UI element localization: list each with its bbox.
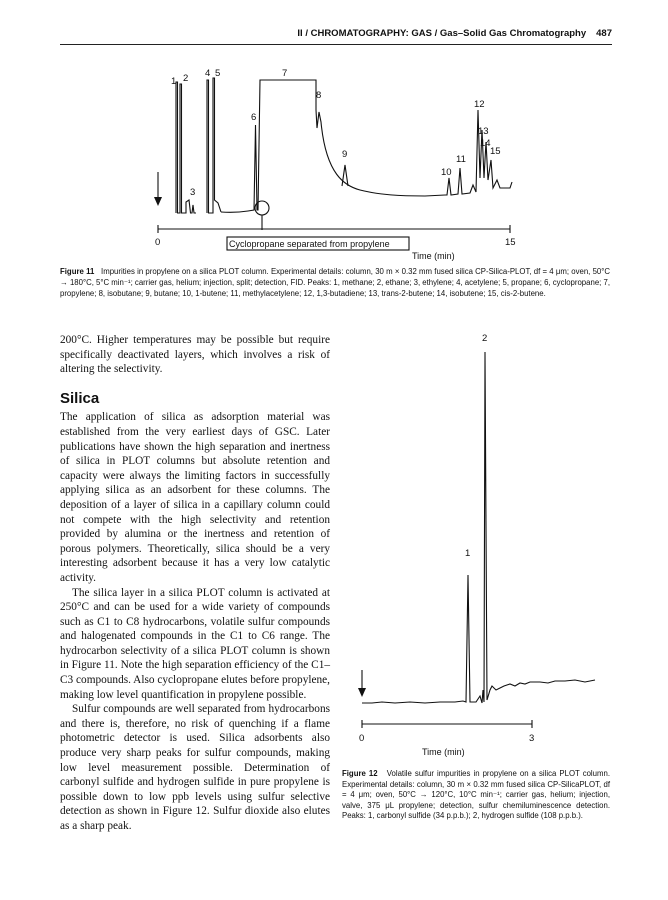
fig11-peak-11: 11 [456,154,466,165]
fig11-axis-label: Time (min) [412,251,455,261]
figure-12-labels [359,333,534,757]
figure-12-caption-text: Volatile sulfur impurities in propylene on a silica PLOT column. Experimental details: column, 30 m × 0.32 mm fused silica CP-SilicaPLOT, df = 4 μm; oven, 50°C → 120°C, 10°C min⁻¹; carrier gas, helium; injection, valve, 375 μL propylene; detection, sulfur chemiluminescence detection. Peaks: 1, carbonyl sulfide (34 p.p.b.); 2, hydrogen sulfide (108 p.p.b.). [342,769,610,821]
fig12-axis-start: 0 [359,733,365,744]
fig11-peak-8: 8 [316,90,322,101]
fig11-peak-3: 3 [190,187,196,198]
fig12-axis-end: 3 [529,733,535,744]
fig12-peak-1: 1 [465,548,471,559]
fig11-peak-9: 9 [342,149,348,160]
figure-11-caption [60,267,610,299]
fig12-axis-label: Time (min) [422,747,465,757]
fig11-peak-2: 2 [183,73,189,84]
figure-12-trace [358,352,595,728]
fig11-axis-end: 15 [505,237,516,248]
left-column [60,333,330,834]
running-head-section: II / CHROMATOGRAPHY: GAS / Gas–Solid Gas Chromatography [297,28,587,39]
fig11-peak-6: 6 [251,112,257,123]
figure-11-caption-label: Figure 11 [60,267,95,276]
fig11-peak-4: 4 [205,68,211,79]
section-heading-silica: Silica [60,389,100,407]
fig12-peak-2: 2 [482,333,488,344]
figure-11-caption-text: Impurities in propylene on a silica PLOT column. Experimental details: column, 30 m × 0.32 mm fused silica CP-Silica-PLOT, df = 4 μm; oven, 50°C → 180°C, 5°C min⁻¹; carrier gas, helium; injection, split; detection, FID. Peaks: 1, methane; 2, ethane; 3, ethylene; 4, acetylene; 5, propane; 6, cyclopropane; 7, propylene; 8, isobutane; 9, butane; 10, 1-butene; 11, methylacetylene; 12, 1,3-butadiene; 13, trans-2-butene; 14, isobutene; 15, cis-2-butene. [60,267,610,298]
figure-11-peak-labels [155,68,516,261]
figure-12-caption-label: Figure 12 [342,769,378,778]
fig11-axis-start: 0 [155,237,161,248]
figure-12-chromatogram [340,325,620,765]
figure-11-chromatogram [0,0,668,270]
page-number: 487 [596,28,612,39]
fig11-peak-14: 14 [480,138,491,149]
fig11-peak-5: 5 [215,68,221,79]
figure-12-caption [342,769,610,822]
paragraph-silica-2: The silica layer in a silica PLOT column is activated at 250°C and can be used for a wide variety of compounds such as C1 to C8 hydrocarbons, volatile sulfur compounds and halogenated compounds in the C1 to C6 range. The hydrocarbon selectivity of a silica PLOT column is shown in Figure 11. Note the high separation efficiency of the C1–C3 compounds. Also cyclopropane elutes before propylene, making low level quantification in propylene possible. [60,586,330,701]
fig11-peak-12: 12 [474,99,485,110]
fig11-peak-1: 1 [171,76,177,87]
paragraph-silica-1: The application of silica as adsorption material was established from the very earliest days of GSC. Later publications have shown the high separation and inertness of silica in PLOT columns but absolute retention and capacity were always the limiting factors in successfully applying silica as an adsorbent for these columns. The deposition of a layer of silica in a capillary column could not compete with the high selectivity and retention provided by alumina or the inertness and retention of porous polymers. Theoretically, silica should be a very interesting adsorbent because it has a very low catalytic activity. [60,411,330,584]
fig11-peak-7: 7 [282,68,288,79]
fig11-peak-10: 10 [441,167,452,178]
fig11-peak-13: 13 [478,126,489,137]
fig11-annotation: Cyclopropane separated from propylene [229,239,390,249]
paragraph-silica-3: Sulfur compounds are well separated from hydrocarbons and there is, therefore, no risk of quenching if a flame photometric detector is used. Silica adsorbents also produce very sharp peaks for sulfur compounds, making low level measurement possible. Determination of carbonyl sulfide and hydrogen sulfide in pure propylene is possible down to low ppb levels using sulfur selective detection as shown in Figure 12. Sulfur dioxide also elutes as a sharp peak. [60,703,330,832]
fig11-peak-15: 15 [490,146,501,157]
paragraph-continued: 200°C. Higher temperatures may be possible but require specifically deactivated layers, which involves a risk of altering the selectivity. [60,334,330,376]
